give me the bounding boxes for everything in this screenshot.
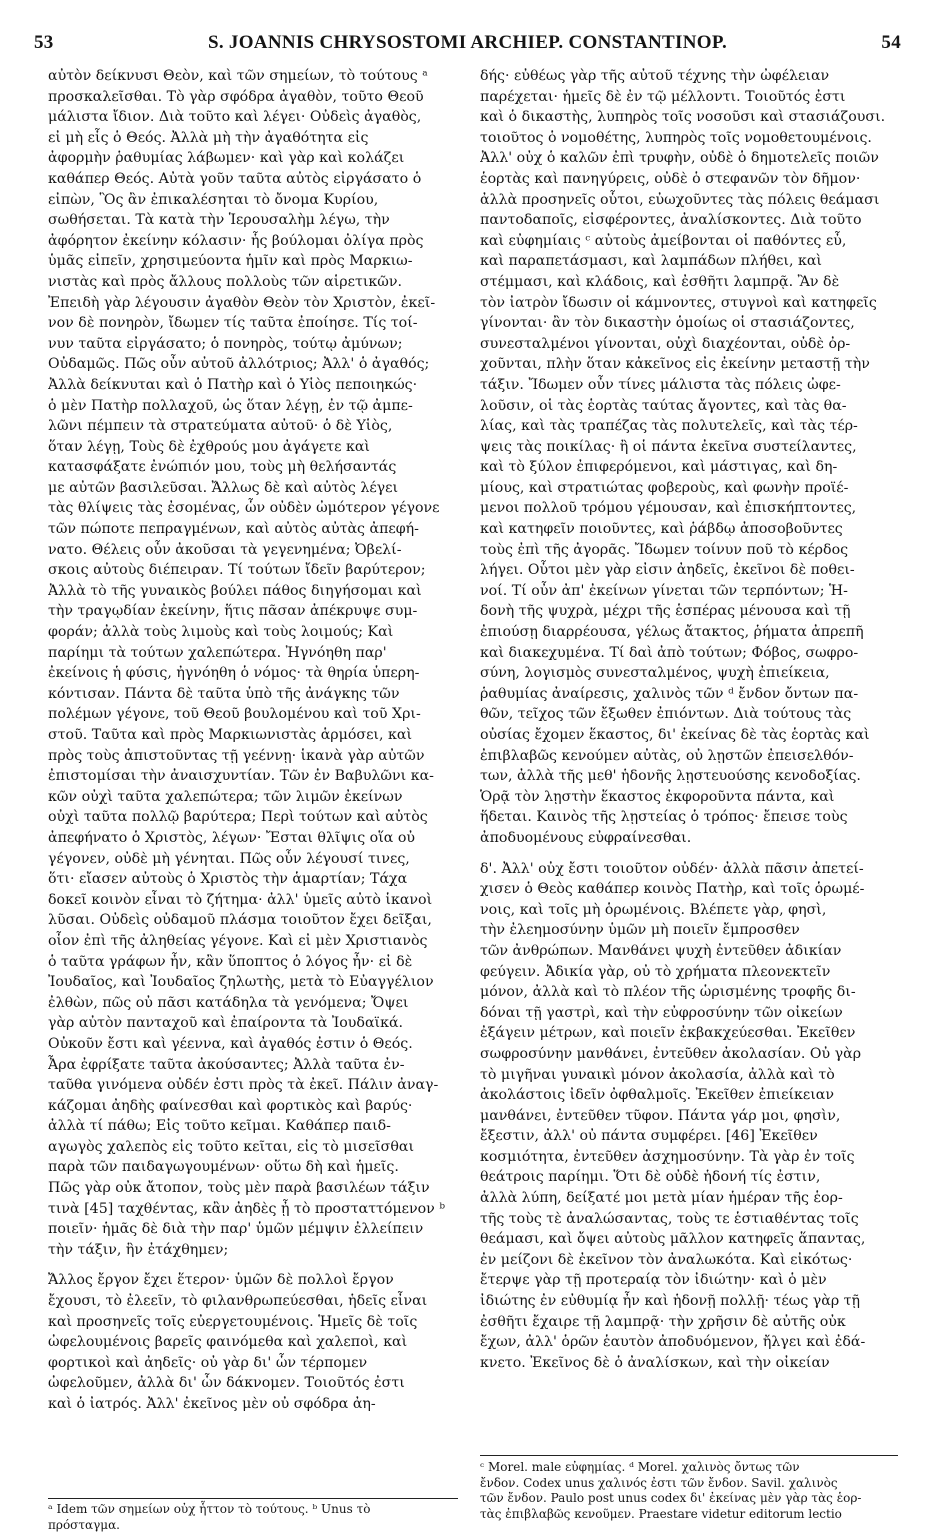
- text-line: τινὰ [45] ταχθέντας, κἂν ἀηδὲς ᾖ τὸ προσταττόμενον ᵇ: [48, 1200, 445, 1217]
- text-line: χοῦνται, πλὴν ὅταν κἀκεῖνος εἰς ἐκείνην μεταστῇ τὴν: [480, 356, 870, 373]
- text-line: θῶν, τεῖχος τῶν ἔξωθεν ἐπιόντων. Διὰ τούτους τὰς: [480, 706, 852, 723]
- running-title: S. JOANNIS CHRYSOSTOMI ARCHIEP. CONSTANTINOP.: [207, 32, 728, 53]
- text-line: κάζομαι ἀηδὴς φαίνεσθαι καὶ φορτικὸς καὶ βαρύς·: [48, 1097, 413, 1114]
- text-line: δ'. Ἀλλ' οὐχ ἔστι τοιοῦτον οὐδέν· ἀλλὰ πᾶσιν ἀπετεί-: [480, 860, 864, 877]
- text-line: των, ἀλλὰ τῆς μεθ' ἡδονῆς λῃστευούσης κενοδοξίας.: [480, 768, 861, 785]
- text-line: ἀφορμὴν ῥαθυμίας λάβωμεν· καὶ γὰρ καὶ κολάζει: [48, 150, 405, 167]
- page-number-left: 53: [34, 32, 54, 53]
- text-line: ἀπεφήνατο ὁ Χριστὸς, λέγων· Ἔσται θλῖψις οἵα οὐ: [48, 829, 416, 846]
- text-line: τὴν τραγῳδίαν ἐκείνην, ἥτις πᾶσαν ἀπέκρυψε συμ-: [48, 603, 418, 620]
- text-line: ἰδιώτης ἐν εὐθυμίᾳ ἦν καὶ ἡδονῇ πολλῇ· τέως γὰρ τῇ: [480, 1293, 861, 1310]
- paragraph-gap: [48, 1260, 458, 1270]
- text-line: προσκαλεῖσθαι. Τὸ γὰρ σφόδρα ἀγαθὸν, τοῦτο Θεοῦ: [48, 88, 424, 105]
- text-line: δόναι τῇ γαστρὶ, καὶ τὴν εὐφροσύνην τῶν οἰκείων: [480, 1004, 843, 1021]
- text-line: συνεσταλμένοι γίνονται, οὐχὶ διαχέονται, οὐδὲ ὀρ-: [480, 335, 851, 352]
- text-line: εἰ μὴ εἷς ὁ Θεός. Ἀλλὰ μὴ τὴν ἀγαθότητα εἰς: [48, 129, 369, 146]
- text-line: μίους, καὶ στρατιώτας φοβεροὺς, καὶ φωνὴν προϊέ-: [480, 479, 849, 496]
- text-line: πρὸς τοὺς ἀπιστοῦντας τῇ γεέννῃ· ἱκανὰ γὰρ αὐτῶν: [48, 747, 425, 764]
- text-line: παντοδαποῖς, εἰσφέροντες, ἀναλίσκοντες. Διὰ τοῦτο: [480, 212, 862, 229]
- text-line: ἐπιστομίσαι τὴν ἀναισχυντίαν. Τῶν ἐν Βαβυλῶνι κα-: [48, 768, 434, 785]
- text-line: τῆς τοὺς τὲ ἀναλώσαντας, τοὺς τε ἑστιαθέντας τοῖς: [480, 1210, 859, 1227]
- text-line: Οὐκοῦν ἔστι καὶ γέεννα, καὶ ἀγαθός ἐστιν ὁ Θεός.: [48, 1035, 413, 1052]
- text-line: παρίημι τὰ τούτων χαλεπώτερα. Ἠγνόηθη παρ': [48, 644, 387, 661]
- text-line: καὶ παραπετάσμασι, καὶ λαμπάδων πλήθει, καὶ: [480, 253, 822, 270]
- text-line: γίνονται· ἂν τὸν δικαστὴν ὁμοίως οἱ στασιάζοντες,: [480, 315, 855, 332]
- text-line: στοῦ. Ταῦτα καὶ πρὸς Μαρκιωνιστὰς ἁρμόσει, καὶ: [48, 727, 413, 743]
- text-line: ἐν μείζονι δὲ ἐκεῖνον τὸν ἀναλωκότα. Καὶ εἰκότως·: [480, 1251, 853, 1268]
- text-line: ἥδεται. Καινὸς τῆς λῃστείας ὁ τρόπος· ἔπεισε τοὺς: [480, 809, 848, 826]
- text-line: ἔχων, ἀλλ' ὁρῶν ἑαυτὸν ἀποδυόμενον, ἤλγει καὶ ἐδά-: [480, 1334, 866, 1351]
- text-line: τοὺς ἐπὶ τῆς ἀγορᾶς. Ἴδωμεν τοίνυν ποῦ τὸ κέρδος: [480, 541, 849, 558]
- text-line: ἀκολάστοις ἰδεῖν ὀφθαλμοῖς. Ἐκεῖθεν ἐπιείκειαν: [480, 1087, 834, 1104]
- text-line: κατασφάξατε ἐνώπιόν μου, τοὺς μὴ θελήσαντάς: [48, 459, 397, 476]
- footnote-line: ἔνδον. Codex unus χαλινός ἐστι τῶν ἔνδον. Savil. χαλινὸς: [480, 1475, 838, 1490]
- text-line: γέγονεν, οὐδὲ μὴ γένηται. Πῶς οὖν λέγουσί τινες,: [48, 850, 410, 867]
- text-line: ταῦθα γινόμενα οὐδέν ἐστι πρὸς τὰ ἐκεῖ. Πάλιν ἀναγ-: [48, 1077, 439, 1094]
- text-line: Ἀλλ' οὐχ ὁ καλῶν ἐπὶ τρυφὴν, οὐδὲ ὁ δημοτελεῖς ποιῶν: [480, 150, 879, 167]
- text-line: Ἀλλὰ δείκνυται καὶ ὁ Πατὴρ καὶ ὁ Υἱὸς πεποιηκώς·: [48, 376, 418, 393]
- text-line: φορτικοὶ καὶ ἀηδεῖς· οὐ γὰρ δι' ὧν τέρπομεν: [48, 1354, 368, 1371]
- text-line: Πῶς γὰρ οὐκ ἄτοπον, τοὺς μὲν παρὰ βασιλέων τάξιν: [48, 1180, 430, 1197]
- text-line: τὰς θλίψεις τὰς ἐσομένας, ὧν οὐδὲν ὠμότερον γέγονε: [48, 500, 440, 517]
- text-line: νον δὲ πονηρὸν, ἴδωμεν τίς ταῦτα ἐποίησε. Τίς τοί-: [48, 315, 418, 332]
- text-line: παρὰ τῶν παιδαγωγουμένων· οὕτω δὴ καὶ ἡμεῖς.: [48, 1159, 399, 1176]
- text-line: κνετο. Ἐκεῖνος δὲ ὁ ἀναλίσκων, καὶ τὴν οἰκείαν: [480, 1354, 830, 1371]
- text-line: νατο. Θέλεις οὖν ἀκοῦσαι τὰ γεγενημένα; Ὀβελί-: [48, 541, 402, 558]
- text-line: ποιεῖν· ἡμᾶς δὲ διὰ τὴν παρ' ὑμῶν μέμψιν ἐλλείπειν: [48, 1221, 424, 1238]
- text-line: κοσμιότητα, ἐντεῦθεν ἀσχημοσύνην. Τὰ γὰρ ἐν τοῖς: [480, 1148, 855, 1165]
- text-line: ἔχουσι, τὸ ἐλεεῖν, τὸ φιλανθρωπεύεσθαι, ἡδεῖς εἶναι: [48, 1293, 428, 1310]
- text-line: ἐπιούσῃ διαρρέουσα, γέλως ἄτακτος, ῥήματα ἀπρεπῆ: [480, 624, 864, 641]
- text-line: ἐσθῆτι ἔχαιρε τῇ λαμπρᾷ· τὴν χρῆσιν δὲ αὐτῆς οὐκ: [480, 1313, 846, 1330]
- text-line: Ἰουδαῖος, καὶ Ἰουδαῖος ζηλωτὴς, μετὰ τὸ Εὐαγγέλιον: [48, 974, 434, 991]
- text-line: καὶ κατηφεῖν ποιοῦντες, καὶ ῥάβδῳ ἀποσοβοῦντες: [480, 521, 843, 538]
- footnote-rule-right: [480, 1455, 898, 1456]
- text-line: θεάτροις παρίημι. Ὅτι δὲ οὐδὲ ἡδονή τίς ἐστιν,: [480, 1169, 821, 1186]
- text-line: λοῦσιν, οἱ τὰς ἑορτὰς ταύτας ἄγοντες, καὶ τὰς θα-: [480, 397, 847, 414]
- text-line: γὰρ αὐτὸν πανταχοῦ καὶ ἐπαίροντα τὰ Ἰουδαϊκά.: [48, 1015, 404, 1032]
- text-line: ἐπιβλαβῶς κενούμεν αὐτὰς, οὐ λῃστῶν ἐπεισελθόν-: [480, 747, 854, 764]
- right-text-column: [480, 66, 898, 1373]
- text-line: ἀφόρητον ἐκείνην κόλασιν· ἧς βούλομαι ὀλίγα πρὸς: [48, 232, 424, 249]
- text-line: τῶν πώποτε πεπραγμένων, καὶ αὐτὸς αὐτὰς ἀπεφή-: [48, 521, 419, 538]
- text-line: μόνον, ἀλλὰ καὶ τὸ πλέον τῆς ὡρισμένης τροφῆς δι-: [480, 984, 856, 1001]
- text-line: τῶν ἀνθρώπων. Μανθάνει ψυχὴ ἐντεῦθεν ἀδικίαν: [480, 942, 842, 959]
- paragraph-gap: [480, 849, 898, 859]
- footnotes-right: [480, 1460, 898, 1522]
- text-line: Ἄλλος ἔργον ἔχει ἕτερον· ὑμῶν δὲ πολλοὶ ἔργον: [48, 1272, 394, 1289]
- text-line: καὶ ὁ δικαστὴς, λυπηρὸς τοῖς νοσοῦσι καὶ στασιάζουσι.: [480, 109, 886, 126]
- footnote-line: τὰς ἐπιβλαβῶς κενοῦμεν. Praestare videtur editorum lectio: [480, 1506, 842, 1521]
- text-line: ὅτι· εἴασεν αὐτοὺς ὁ Χριστὸς τὴν ἁμαρτίαν; Τάχα: [48, 871, 408, 888]
- text-line: κόντισαν. Πάντα δὲ ταῦτα ὑπὸ τῆς ἀνάγκης τῶν: [48, 685, 400, 702]
- text-line: Ἀλλὰ τὸ τῆς γυναικὸς βούλει πάθος διηγήσομαι καὶ: [48, 582, 422, 599]
- text-line: οἷον ἐπὶ τῆς ἀληθείας γέγονε. Καὶ εἰ μὲν Χριστιανὸς: [48, 932, 428, 949]
- text-line: νιστὰς καὶ πρὸς ἄλλους πολλοὺς τῶν αἱρετικῶν.: [48, 273, 402, 290]
- text-line: τὸν ἰατρὸν ἴδωσιν οἱ κάμνοντες, στυγνοὶ καὶ κατηφεῖς: [480, 294, 877, 311]
- text-line: ἐκείνοις ἡ φύσις, ἠγνόηθη ὁ νόμος· τὰ θηρία ὑπερη-: [48, 665, 420, 682]
- text-line: ἀλλὰ τί πάθω; Εἰς τοῦτο κεῖμαι. Καθάπερ παιδ-: [48, 1118, 391, 1135]
- page-number-right: 54: [881, 32, 901, 53]
- text-line: ὑμᾶς εἰπεῖν, χρησιμεύοντα ἡμῖν καὶ πρὸς Μαρκιω-: [48, 253, 413, 270]
- text-line: τάξιν. Ἴδωμεν οὖν τίνες μάλιστα τὰς πόλεις ὠφε-: [480, 376, 841, 393]
- text-line: παρέχεται· ἡμεῖς δὲ ἐν τῷ μέλλοντι. Τοιοῦτός ἐστι: [480, 88, 846, 105]
- text-line: οὐσίας ἔχομεν ἕκαστος, δι' ἐκείνας δὲ τὰς ἑορτὰς καὶ: [480, 727, 870, 743]
- text-line: ἀποδυομένους εὐφραίνεσθαι.: [480, 829, 692, 846]
- text-line: ὅταν λέγῃ, Τοὺς δὲ ἐχθρούς μου ἀγάγετε καὶ: [48, 438, 370, 455]
- text-line: οὐχὶ ταῦτα πολλῷ βαρύτερα; Περὶ τούτων καὶ αὐτὸς: [48, 809, 428, 826]
- text-line: λίας, καὶ τὰς τραπέζας τὰς πολυτελεῖς, καὶ τὰς τέρ-: [480, 418, 858, 435]
- text-line: αγωγὸς χαλεπὸς εἰς τοῦτο κεῖται, εἰς τὸ μισεῖσθαι: [48, 1138, 415, 1155]
- text-line: μενοι πολλοῦ τρόμου γέμουσαν, καὶ ἐπισκήπτοντες,: [480, 500, 857, 517]
- text-line: τὸ μιγῆναι γυναικὶ μόνον ἀκολασία, ἀλλὰ καὶ τὸ: [480, 1066, 835, 1083]
- text-line: Ὁρᾷ τὸν λῃστὴν ἕκαστος ἐκφοροῦντα πάντα, καὶ: [480, 788, 835, 805]
- text-line: νοις, καὶ τοῖς μὴ ὁρωμένοις. Βλέπετε γὰρ, φησὶ,: [480, 901, 827, 918]
- text-line: μανθάνει, ἐντεῦθεν τῦφον. Πάντα γάρ μοι, φησὶν,: [480, 1107, 841, 1124]
- text-line: αὐτὸν δείκνυσι Θεὸν, καὶ τῶν σημείων, τὸ τούτους ᵃ: [48, 68, 428, 84]
- text-line: δής· εὐθέως γὰρ τῆς αὐτοῦ τέχνης τὴν ὠφέλειαν: [480, 68, 830, 84]
- text-line: σωθήσεται. Τὰ κατὰ τὴν Ἱερουσαλὴμ λέγω, τὴν: [48, 212, 390, 229]
- text-line: ἀλλὰ προσηνεῖς οὗτοι, εὐωχοῦντες τὰς πόλεις θεάμασι: [480, 191, 880, 208]
- footnote-line: ᶜ Morel. male εὐφημίας. ᵈ Morel. χαλινὸς ὄντως τῶν: [480, 1460, 800, 1474]
- text-line: ὠφελουμένοις βαρεῖς φαινόμεθα καὶ χαλεποὶ, καὶ: [48, 1334, 408, 1351]
- text-line: σωφροσύνην μανθάνει, ἐντεῦθεν ἀκολασίαν. Οὐ γὰρ: [480, 1045, 862, 1062]
- running-header: [30, 32, 905, 58]
- text-line: δονὴ τῆς ψυχρὰ, μέχρι τῆς ἑσπέρας μένουσα καὶ τῇ: [480, 603, 851, 620]
- footnote-line: τῶν ἔνδον. Paulo post unus codex δι' ἐκείνας μὲν γὰρ τὰς ἑορ-: [480, 1491, 862, 1505]
- text-line: λῶνι πέμπειν τὰ στρατεύματα αὐτοῦ· ὁ δὲ Υἱὸς,: [48, 418, 393, 435]
- text-line: ἐξάγειν μέτρων, καὶ ποιεῖν ἐκβακχεύεσθαι. Ἐκεῖθεν: [480, 1025, 856, 1042]
- text-line: καθάπερ Θεός. Αὐτὰ γοῦν ταῦτα αὐτὸς εἰργάσατο ὁ: [48, 170, 422, 187]
- text-line: ῥαθυμίας ἀναίρεσις, χαλινὸς τῶν ᵈ ἔνδον ὄντων πα-: [480, 685, 859, 702]
- text-line: τοιοῦτος ὁ νομοθέτης, λυπηρὸς τοῖς νομοθετουμένοις.: [480, 129, 872, 146]
- text-line: στέμμασι, καὶ κλάδοις, καὶ ἐσθῆτι λαμπρᾷ. Ἂν δὲ: [480, 273, 840, 290]
- text-line: τὴν ἐλεημοσύνην ὑμῶν μὴ ποιεῖν ἔμπροσθεν: [480, 922, 800, 939]
- text-line: νοί. Τί οὖν ἀπ' ἐκείνων γίνεται τῶν τερπόντων; Ἡ-: [480, 582, 848, 599]
- text-line: φεύγειν. Ἀδικία γὰρ, οὐ τὸ χρήματα πλεονεκτεῖν: [480, 963, 831, 980]
- text-line: νυν ταῦτα εἰργάσατο; ὁ πονηρὸς, τούτῳ ἀμύνων;: [48, 335, 403, 352]
- text-line: δοκεῖ κοινὸν εἶναι τὸ ζήτημα· ἀλλ' ὑμεῖς αὐτὸ ἱκανοὶ: [48, 891, 433, 908]
- text-line: φοράν; ἀλλὰ τοὺς λιμοὺς καὶ τοὺς λοιμούς; Καὶ: [48, 624, 394, 641]
- text-line: ἔτερψε γὰρ τῇ προτεραίᾳ τὸν ἰδιώτην· καὶ ὁ μὲν: [480, 1272, 827, 1289]
- footnote-line: ᵃ Idem τῶν σημείων οὐχ ἧττον τὸ τούτους. ᵇ Unus τὸ: [48, 1502, 371, 1516]
- text-line: ἐλθὼν, πῶς οὐ πᾶσι κατάδηλα τὰ γενόμενα; Ὄψει: [48, 994, 409, 1011]
- text-line: εἰπὼν, Ὃς ἂν ἐπικαλέσηται τὸ ὄνομα Κυρίου,: [48, 191, 379, 208]
- text-line: καὶ διακεχυμένα. Τί δαὶ ἀπὸ τούτων; Φόβος, σωφρο-: [480, 644, 859, 661]
- footnotes-left: [48, 1502, 458, 1533]
- text-line: λῦσαι. Οὐδεὶς οὐδαμοῦ πλάσμα τοιοῦτον ἔχει δεῖξαι,: [48, 912, 432, 929]
- text-line: ψεις τὰς ποικίλας· ἢ οἱ πάντα ἐκεῖνα συστείλαντες,: [480, 438, 857, 455]
- text-line: Ἆρα ἐφρίξατε ταῦτα ἀκούσαντες; Ἀλλὰ ταῦτα ἐν-: [48, 1056, 405, 1073]
- text-line: ὁ ταῦτα γράφων ἦν, κἂν ὕποπτος ὁ λόγος ἦν· εἰ δὲ: [48, 953, 413, 970]
- text-line: Ἐπειδὴ γὰρ λέγουσιν ἀγαθὸν Θεὸν τὸν Χριστὸν, ἐκεῖ-: [48, 294, 436, 311]
- text-line: τὴν τάξιν, ἣν ἐτάχθημεν;: [48, 1241, 229, 1258]
- text-line: κῶν οὐχὶ ταῦτα χαλεπώτερα; τῶν λιμῶν ἐκείνων: [48, 788, 403, 805]
- text-line: πολέμων γέγονε, τοῦ Θεοῦ βουλομένου καὶ τοῦ Χρι-: [48, 706, 421, 723]
- text-line: ἀλλὰ λύπη, δείξατέ μοι μετὰ μίαν ἡμέραν τῆς ἑορ-: [480, 1190, 843, 1207]
- text-line: ὁ μὲν Πατὴρ πολλαχοῦ, ὡς ὅταν λέγῃ, ἐν τῷ ἀμπε-: [48, 397, 413, 414]
- text-line: με αὐτῶν βασιλεῦσαι. Ἄλλως δὲ καὶ αὐτὸς λέγει: [48, 479, 399, 496]
- text-line: ἔξεστιν, ἀλλ' οὐ πάντα συμφέρει. [46] Ἐκεῖθεν: [480, 1128, 818, 1145]
- text-line: σύνη, λογισμὸς συνεσταλμένος, ψυχὴ ἐπιείκεια,: [480, 665, 830, 682]
- text-line: ἑορτὰς καὶ πανηγύρεις, οὐδὲ ὁ στεφανῶν τὸν δῆμον·: [480, 170, 861, 187]
- text-line: λήγει. Οὗτοι μὲν γὰρ εἰσιν ἀηδεῖς, ἐκεῖνοι δὲ ποθει-: [480, 562, 855, 579]
- text-line: ὠφελοῦμεν, ἀλλὰ δι' ὧν δάκνομεν. Τοιοῦτός ἐστι: [48, 1375, 405, 1392]
- text-line: σκοις αὐτοὺς διέπειραν. Τί τούτων ἴδεῖν βαρύτερον;: [48, 562, 426, 579]
- footnote-line: πρόσταγμα.: [48, 1517, 120, 1532]
- text-line: θεάμασι, καὶ ὄψει αὐτοὺς μᾶλλον κατηφεῖς ἅπαντας,: [480, 1231, 866, 1248]
- text-line: χισεν ὁ Θεὸς καθάπερ κοινὸς Πατὴρ, καὶ τοῖς ὁρωμέ-: [480, 881, 865, 898]
- text-line: καὶ εὐφημίαις ᶜ αὐτοὺς ἀμείβονται οἱ παθόντες εὖ,: [480, 232, 847, 249]
- text-line: καὶ τὸ ξύλον ἐπιφερόμενοι, καὶ μάστιγας, καὶ δη-: [480, 459, 838, 476]
- text-line: καὶ ὁ ἰατρός. Ἀλλ' ἐκεῖνος μὲν οὐ σφόδρα ἀη-: [48, 1396, 376, 1412]
- text-line: καὶ προσηνεῖς τοῖς εὐεργετουμένοις. Ἡμεῖς δὲ τοῖς: [48, 1313, 418, 1330]
- text-line: μάλιστα ἴδιον. Διὰ τοῦτο καὶ λέγει· Οὐδεὶς ἀγαθὸς,: [48, 109, 422, 126]
- text-line: Οὐδαμῶς. Πῶς οὖν αὐτοῦ ἀλλότριος; Ἀλλ' ὁ ἀγαθός;: [48, 356, 430, 373]
- footnote-rule-left: [48, 1498, 458, 1499]
- left-text-column: [48, 66, 458, 1415]
